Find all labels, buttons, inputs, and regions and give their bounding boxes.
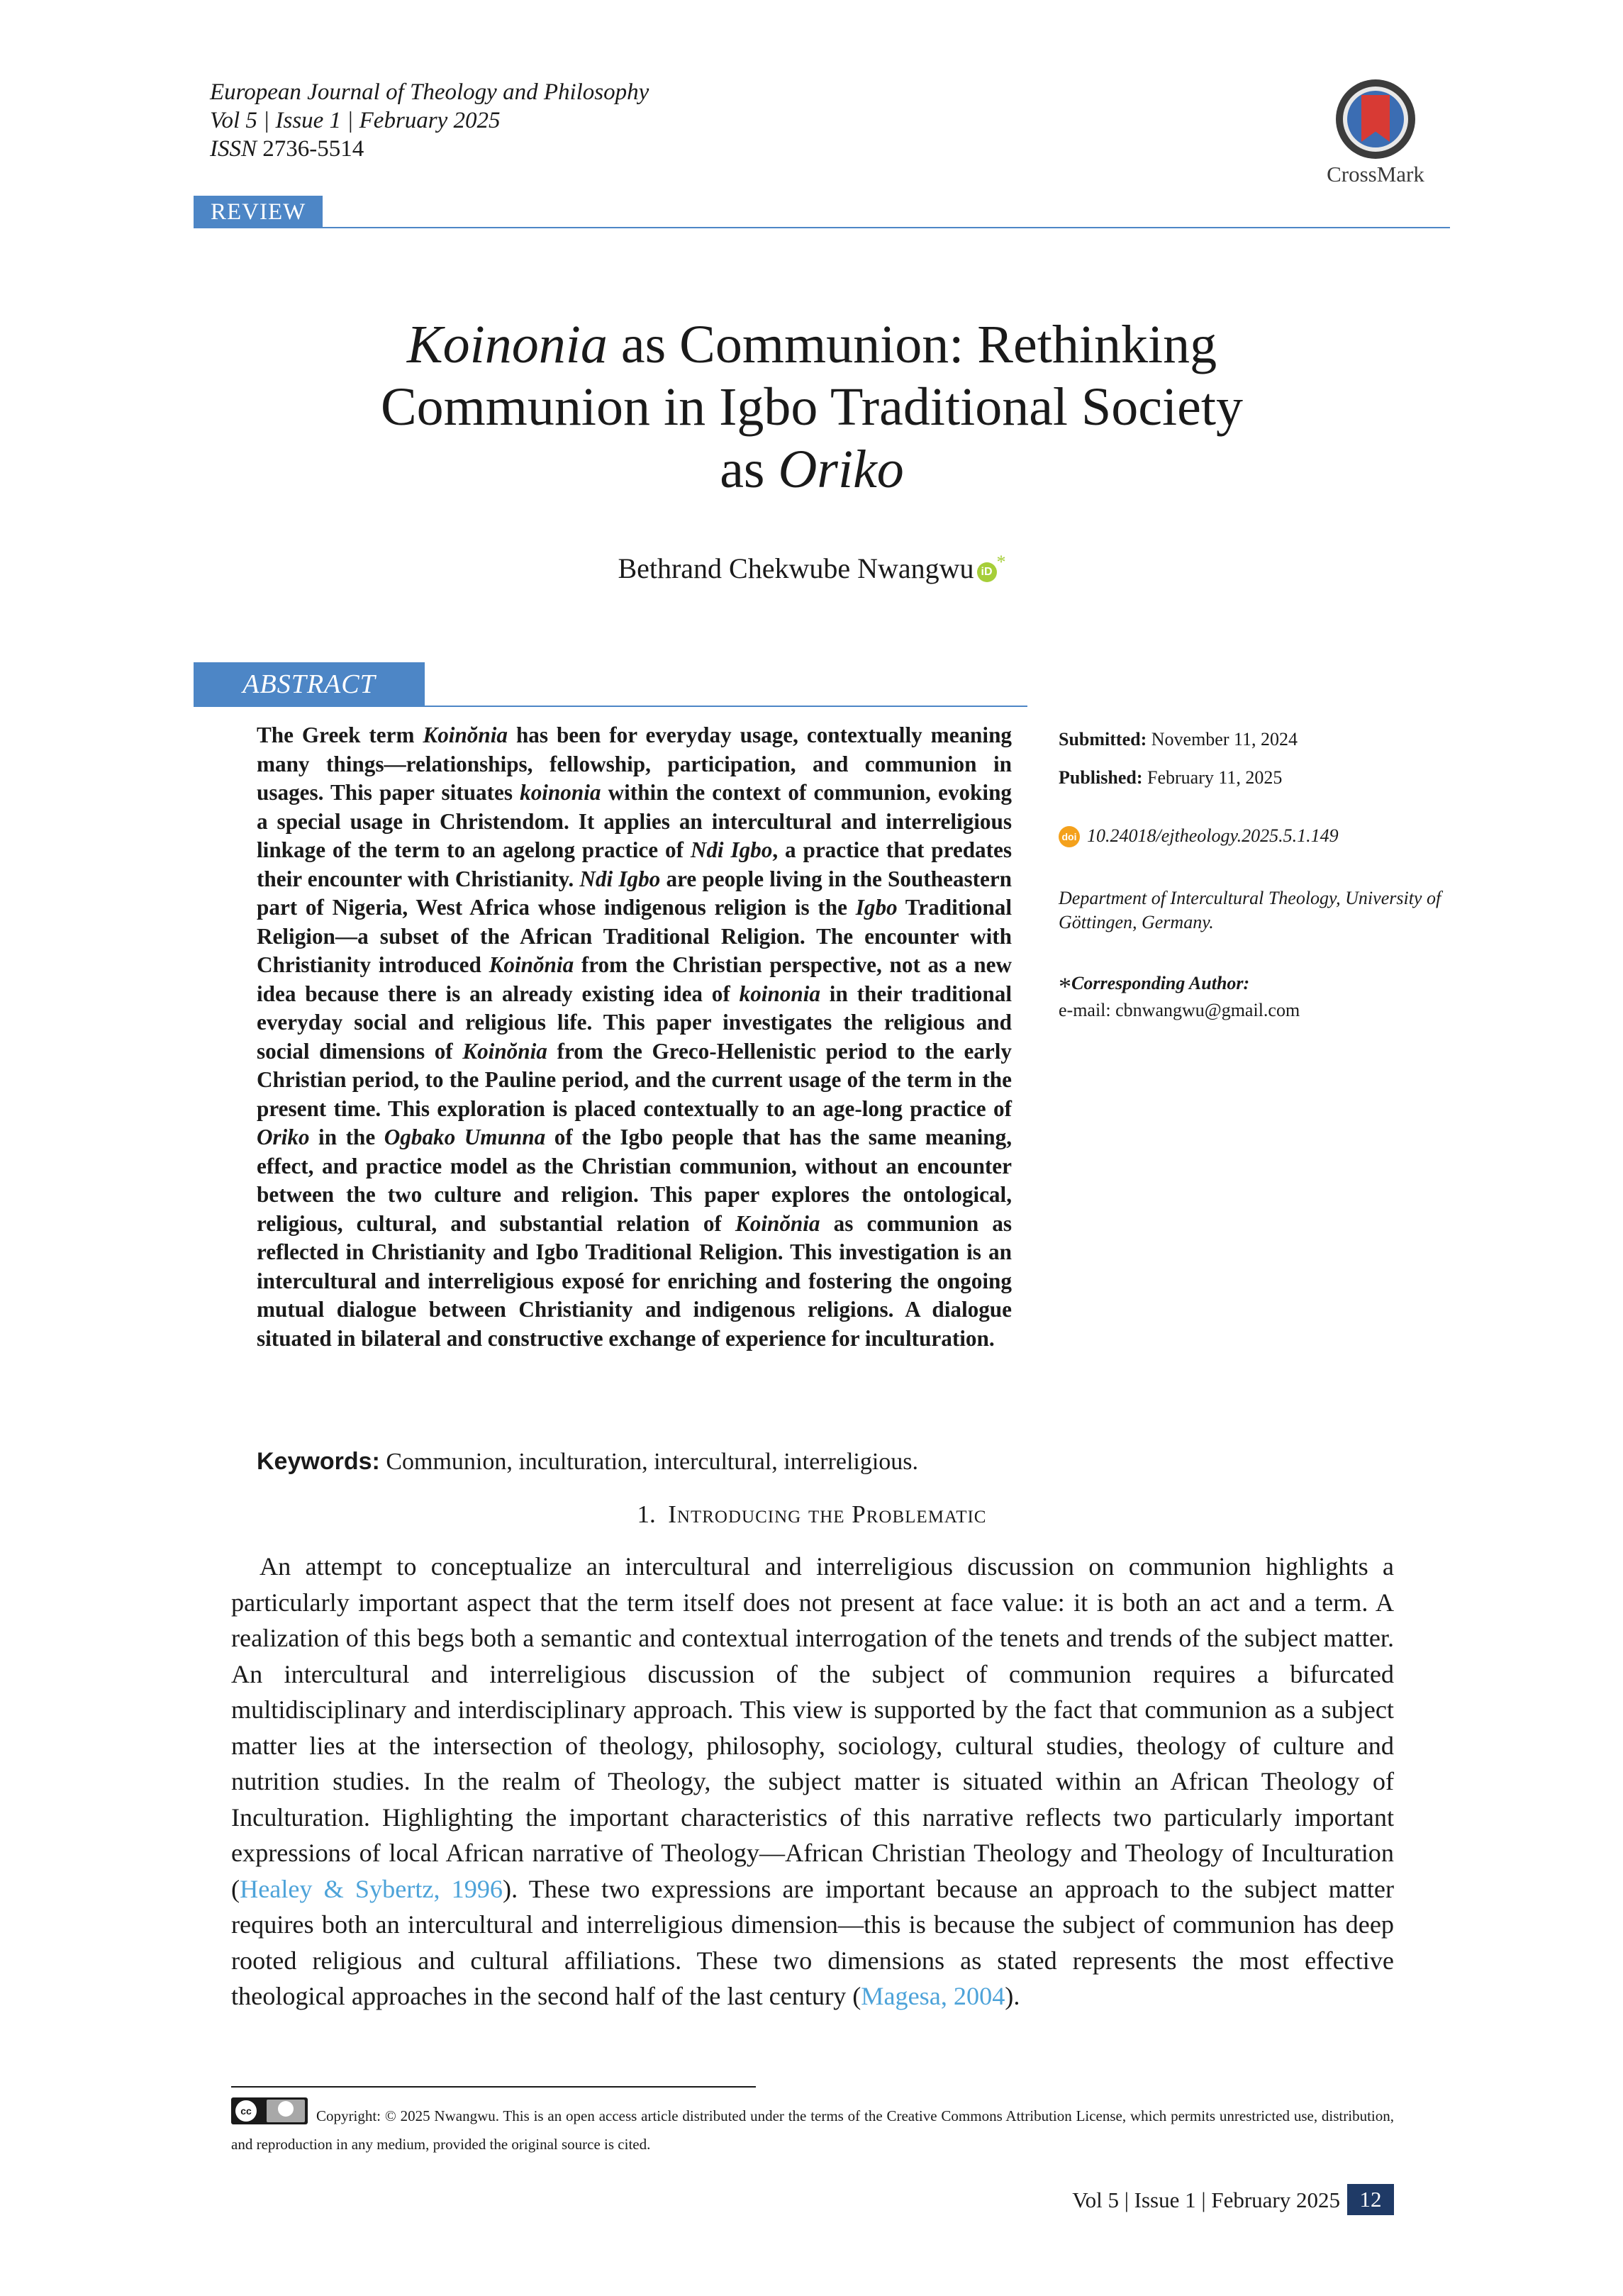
title-line-3-prefix: as — [720, 440, 779, 499]
title-italic-oriko: Oriko — [778, 440, 904, 499]
section-number: 1. — [637, 1500, 656, 1528]
abstract-text: , a practice that predates their encounter with Christianity. — [257, 837, 1013, 891]
title-italic-koinonia: Koinonia — [406, 315, 608, 374]
abstract-divider — [194, 706, 1027, 707]
abstract-body — [257, 721, 1012, 1353]
header-divider — [194, 227, 1450, 228]
title-line-1 — [213, 313, 1411, 376]
journal-issn — [210, 135, 649, 163]
title-line-2: Communion in Igbo Traditional Society — [380, 377, 1244, 437]
doi-link[interactable]: 10.24018/ejtheology.2025.5.1.149 — [1087, 825, 1339, 846]
author-name: Bethrand Chekwube Nwangwu — [618, 552, 974, 584]
author-email[interactable]: e-mail: cbnwangwu@gmail.com — [1059, 1000, 1300, 1020]
keywords-value: Communion, inculturation, intercultural, interreligious. — [379, 1449, 919, 1475]
citation-link[interactable]: Magesa, 2004 — [861, 1982, 1005, 2010]
footnote-divider — [231, 2086, 756, 2088]
published-value: February 11, 2025 — [1142, 767, 1283, 788]
abstract-text: Traditional Religion—a subset of the African Traditional Religion. The encounter with Christianity introduced — [257, 895, 1012, 977]
body-paragraph — [231, 1549, 1394, 2014]
body-text: ). These two expressions are important because an approach to the subject matter requires both an intercultural and interreligious dimension—this is because the subject of communion has deep rooted religious and cultural affiliations. These two dimensions as stated represents the most effective theological approaches in the second half of the last century ( — [231, 1874, 1395, 2010]
submitted-value: November 11, 2024 — [1147, 729, 1298, 749]
doi-line — [1059, 824, 1456, 848]
abstract-text: in the — [309, 1125, 384, 1149]
title-line-1-rest: as Communion: Rethinking — [607, 315, 1217, 374]
published-date — [1059, 766, 1456, 790]
abstract-italic: Ndi Igbo — [690, 837, 773, 862]
section-title: Introducing the Problematic — [668, 1500, 987, 1528]
submitted-label: Submitted: — [1059, 729, 1147, 749]
journal-volume-issue: Vol 5 | Issue 1 | February 2025 — [210, 108, 501, 133]
abstract-italic: Koinŏnia — [423, 723, 508, 747]
orcid-icon[interactable]: iD — [977, 562, 997, 582]
abstract-italic: koinonia — [520, 780, 601, 805]
abstract-italic: Koinŏnia — [489, 952, 574, 977]
corresponding-author — [1059, 971, 1456, 1022]
corresponding-marker: * — [1059, 972, 1071, 1001]
journal-name: European Journal of Theology and Philosophy — [210, 79, 649, 105]
doi-icon: doi — [1059, 826, 1080, 847]
corresponding-label: Corresponding Author: — [1071, 973, 1250, 993]
page-number: 12 — [1347, 2184, 1394, 2215]
abstract-text: from the Christian perspective, not as a new idea because there is an already existing idea of — [257, 952, 1012, 1006]
section-heading — [213, 1500, 1411, 1529]
footer-issue: Vol 5 | Issue 1 | February 2025 — [1072, 2188, 1340, 2212]
section-tag: REVIEW — [194, 196, 323, 228]
abstract-italic: Oriko — [257, 1125, 310, 1149]
issn-number: 2736-5514 — [262, 136, 364, 162]
abstract-text: of the Igbo people that has the same meaning, effect, and practice model as the Christian communion, without an encounter between the two culture and religion. This paper explores the ontological, religious, cultural, and substantial relation of — [257, 1125, 1012, 1236]
title-line-3 — [213, 438, 1411, 501]
crossmark-logo[interactable] — [1319, 79, 1432, 187]
submitted-date — [1059, 728, 1456, 752]
body-text: An attempt to conceptualize an intercultural and interreligious discussion on communion highlights a particularly important aspect that the term itself does not present at face value: it is both an act and a term. A realization of this begs both a semantic and contextual interrogation of the tenets and trends of the subject matter. An intercultural and interreligious discussion of the subject of communion requires a bifurcated multidisciplinary and interdisciplinary approach. This view is supported by the fact that communion as a subject matter lies at the intersection of theology, philosophy, sociology, cultural studies, theology of culture and nutrition studies. In the realm of Theology, the subject matter is situated within an African Theology of Inculturation. Highlighting the important characteristics of this narrative reflects two particularly important expressions of local African narrative of Theology—African Christian Theology and Theology of Inculturation ( — [231, 1552, 1394, 1903]
abstract-text: from the Greco-Hellenistic period to the early Christian period, to the Pauline period, and the current usage of the term in the present time. This exploration is placed contextually to an age-long practice of — [257, 1038, 1012, 1121]
crossmark-label: CrossMark — [1327, 162, 1424, 186]
keywords — [257, 1448, 1391, 1476]
abstract-text: as communion as reflected in Christianity and Igbo Traditional Religion. This investigation is an intercultural and interreligious exposé for enriching and fostering the ongoing mutual dialogue between Christianity and indigenous religions. A dialogue situated in bilateral and constructive exchange of experience for inculturation. — [257, 1210, 1012, 1351]
affiliation: Department of Intercultural Theology, University of Göttingen, Germany. — [1059, 888, 1441, 932]
abstract-text: has been for everyday usage, contextually meaning many things—relationships, fellowship, participation, and communion in usages. This paper situates — [257, 723, 1013, 805]
abstract-italic: Koinŏnia — [735, 1210, 820, 1236]
abstract-italic: Ndi Igbo — [579, 866, 661, 891]
abstract-text: The Greek term — [257, 723, 423, 747]
body-text: ). — [1005, 1982, 1020, 2010]
abstract-tag: ABSTRACT — [194, 662, 425, 706]
copyright-notice: Copyright: © 2025 Nwangwu. This is an open access article distributed under the terms of the Creative Commons Attribution License, which permits unrestricted use, distribution, and reproduction in any medium, provided the original source is cited. — [231, 2107, 1394, 2153]
abstract-text: are people living in the Southeastern part of Nigeria, West Africa whose indigenous religion is the — [257, 866, 1013, 920]
author-line — [213, 552, 1411, 585]
journal-header — [210, 78, 649, 163]
crossmark-icon — [1336, 79, 1415, 159]
abstract-italic: Koinŏnia — [462, 1038, 547, 1064]
published-label: Published: — [1059, 767, 1143, 788]
abstract-italic: Ogbako Umunna — [384, 1125, 546, 1149]
abstract-text: within the context of communion, evoking a special usage in Christendom. It applies an intercultural and interreligious linkage of the term to an agelong practice of — [257, 780, 1013, 862]
abstract-italic: koinonia — [739, 981, 820, 1006]
abstract-italic: Igbo — [855, 895, 898, 920]
issn-label: ISSN — [210, 136, 257, 162]
article-title — [213, 313, 1411, 501]
keywords-label: Keywords: — [257, 1448, 380, 1475]
cc-icon: cc — [235, 2100, 257, 2122]
citation-link[interactable]: Healey & Sybertz, 1996 — [240, 1874, 503, 1903]
abstract-text: in their traditional everyday social and religious life. This paper investigates the religious and social dimensions of — [257, 981, 1013, 1064]
author-marker: * — [996, 552, 1006, 572]
